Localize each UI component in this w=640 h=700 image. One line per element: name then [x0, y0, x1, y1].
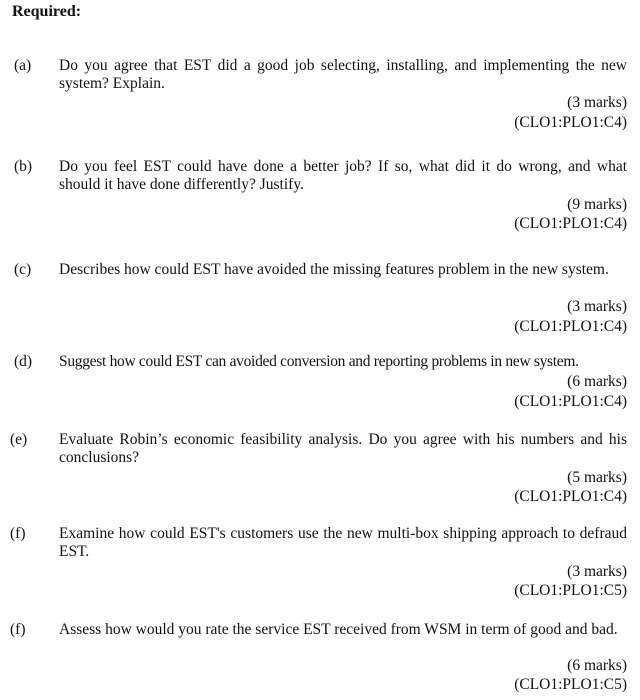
- question-label: (c): [14, 261, 32, 278]
- question-label: (d): [14, 353, 33, 370]
- marks-label: (6 marks): [567, 373, 627, 390]
- clo-label: (CLO1:PLO1:C5): [514, 582, 627, 599]
- marks-label: (3 marks): [567, 563, 627, 580]
- marks-label: (5 marks): [567, 469, 627, 486]
- question-text: Do you feel EST could have done a better job? If so, what did it do wrong, and what should it have done differently? Justify.: [59, 158, 627, 193]
- clo-label: (CLO1:PLO1:C5): [514, 676, 627, 693]
- question-label: (a): [14, 57, 32, 74]
- clo-label: (CLO1:PLO1:C4): [514, 393, 627, 410]
- question-text: Do you agree that EST did a good job selecting, installing, and implementing the new system? Explain.: [59, 57, 627, 92]
- marks-label: (3 marks): [567, 94, 627, 111]
- question-label: (b): [14, 158, 33, 175]
- clo-label: (CLO1:PLO1:C4): [514, 215, 627, 232]
- marks-label: (3 marks): [567, 298, 627, 315]
- question-text: Assess how would you rate the service EST received from WSM in term of good and bad.: [59, 621, 618, 638]
- section-heading: Required:: [12, 3, 82, 20]
- marks-label: (9 marks): [567, 196, 627, 213]
- clo-label: (CLO1:PLO1:C4): [514, 114, 627, 131]
- clo-label: (CLO1:PLO1:C4): [514, 488, 627, 505]
- question-label: (e): [10, 431, 28, 448]
- question-text: Examine how could EST's customers use the new multi-box shipping approach to defraud EST.: [59, 525, 627, 560]
- question-label: (f): [10, 621, 26, 638]
- clo-label: (CLO1:PLO1:C4): [514, 318, 627, 335]
- question-label: (f): [10, 525, 26, 542]
- marks-label: (6 marks): [567, 657, 627, 674]
- question-text: Evaluate Robin’s economic feasibility analysis. Do you agree with his numbers and his conclusions?: [59, 431, 627, 466]
- question-text: Describes how could EST have avoided the missing features problem in the new system.: [59, 261, 609, 278]
- question-text: Suggest how could EST can avoided conversion and reporting problems in new system.: [59, 353, 579, 370]
